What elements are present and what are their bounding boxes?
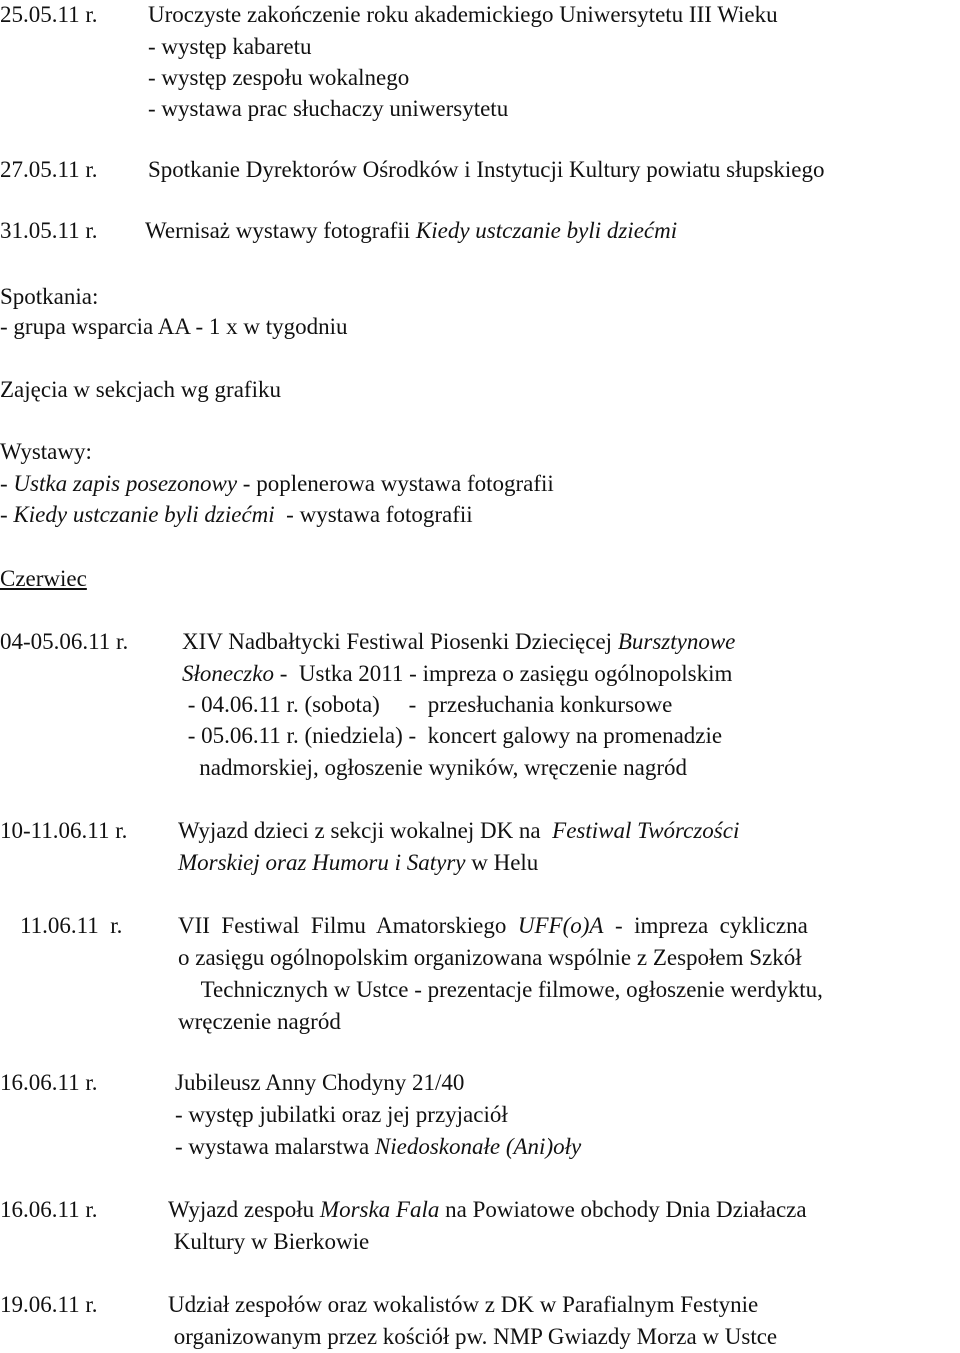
italic-title: Słoneczko (182, 661, 274, 686)
event-date: 31.05.11 r. (0, 218, 98, 243)
text-run: wręczenie nagród (178, 1009, 341, 1034)
event-description (148, 0, 778, 30)
event-description (178, 848, 538, 878)
text-run: Technicznych w Ustce - prezentacje filmowe, ogłoszenie werdyktu, (178, 977, 823, 1002)
text-run: Wyjazd zespołu (168, 1197, 320, 1222)
exhibition-item (0, 469, 554, 499)
text-run: - 04.06.11 r. (sobota) - przesłuchania konkursowe (182, 692, 673, 717)
italic-title: Festiwal Twórczości (552, 818, 740, 843)
event-date: 19.06.11 r. (0, 1292, 98, 1317)
event-description (178, 911, 808, 941)
text-run: - (0, 502, 14, 527)
event-date: 10-11.06.11 r. (0, 818, 128, 843)
month-heading: Czerwiec (0, 566, 87, 591)
text-run: o zasięgu ogólnopolskim organizowana wspólnie z Zespołem Szkół (178, 945, 802, 970)
text-run: - występ jubilatki oraz jej przyjaciół (175, 1102, 508, 1127)
event-description (168, 1195, 807, 1225)
italic-title: Kiedy ustczanie byli dziećmi (415, 218, 678, 243)
event-description (148, 32, 312, 62)
exhibition-item (0, 500, 473, 530)
text-run: Uroczyste zakończenie roku akademickiego Uniwersytetu III Wieku (148, 2, 778, 27)
text-run: Udział zespołów oraz wokalistów z DK w Parafialnym Festynie (168, 1292, 759, 1317)
text-run: Jubileusz Anny Chodyny 21/40 (175, 1070, 465, 1095)
event-date: 16.06.11 r. (0, 1197, 98, 1222)
event-description (168, 1322, 777, 1352)
event-date: 27.05.11 r. (0, 157, 98, 182)
meetings-heading: Spotkania: (0, 284, 99, 309)
event-description (148, 155, 825, 185)
meeting-item (0, 312, 348, 342)
sections-note (0, 375, 281, 405)
italic-title: Niedoskonałe (Ani)oły (374, 1134, 582, 1159)
text-run: - 05.06.11 r. (niedziela) - koncert galowy na promenadzie (182, 723, 723, 748)
text-run: - grupa wsparcia AA - 1 x w tygodniu (0, 314, 348, 339)
event-date: 11.06.11 r. (20, 913, 123, 938)
event-date: 04-05.06.11 r. (0, 629, 129, 654)
event-description (175, 1100, 508, 1130)
text-run: - poplenerowa wystawa fotografii (237, 471, 554, 496)
event-description (178, 975, 823, 1005)
event-description (175, 1132, 581, 1162)
event-description (178, 943, 802, 973)
italic-title: Bursztynowe (617, 629, 736, 654)
event-description (148, 94, 508, 124)
text-run: XIV Nadbałtycki Festiwal Piosenki Dziecięcej (182, 629, 618, 654)
text-run: - wystawa fotografii (274, 502, 473, 527)
event-date: 16.06.11 r. (0, 1070, 98, 1095)
event-description (182, 721, 722, 751)
event-description (168, 1290, 758, 1320)
text-run: Kultury w Bierkowie (168, 1229, 370, 1254)
italic-title: UFF(o)A (517, 913, 604, 938)
text-run: - występ kabaretu (148, 34, 312, 59)
text-run: Zajęcia w sekcjach wg grafiku (0, 377, 281, 402)
text-run: - (0, 471, 14, 496)
event-description (168, 1227, 369, 1257)
text-run: nadmorskiej, ogłoszenie wyników, wręczenie nagród (182, 755, 687, 780)
event-date: 25.05.11 r. (0, 2, 98, 27)
event-description (182, 753, 687, 783)
text-run: - impreza cykliczna (603, 913, 808, 938)
event-description (178, 816, 739, 846)
event-description (148, 63, 409, 93)
event-description (175, 1068, 464, 1098)
text-run: - występ zespołu wokalnego (148, 65, 410, 90)
text-run: Wyjazd dzieci z sekcji wokalnej DK na (178, 818, 553, 843)
italic-title: Morska Fala (319, 1197, 440, 1222)
event-description (182, 690, 672, 720)
italic-title: Morskiej oraz Humoru i Satyry (178, 850, 466, 875)
exhibitions-heading: Wystawy: (0, 439, 92, 464)
text-run: Wernisaż wystawy fotografii (145, 218, 416, 243)
italic-title: Ustka zapis posezonowy (13, 471, 238, 496)
text-run: - wystawa malarstwa (175, 1134, 375, 1159)
text-run: - wystawa prac słuchaczy uniwersytetu (148, 96, 509, 121)
event-description (182, 627, 735, 657)
text-run: - Ustka 2011 - impreza o zasięgu ogólnopolskim (273, 661, 733, 686)
event-description (178, 1007, 341, 1037)
text-run: Spotkanie Dyrektorów Ośrodków i Instytucji Kultury powiatu słupskiego (148, 157, 825, 182)
event-description (145, 216, 677, 246)
event-description (182, 659, 732, 689)
italic-title: Kiedy ustczanie byli dziećmi (13, 502, 275, 527)
text-run: VII Festiwal Filmu Amatorskiego (178, 913, 518, 938)
text-run: organizowanym przez kościół pw. NMP Gwiazdy Morza w Ustce (168, 1324, 778, 1349)
text-run: w Helu (465, 850, 539, 875)
text-run: na Powiatowe obchody Dnia Działacza (439, 1197, 807, 1222)
